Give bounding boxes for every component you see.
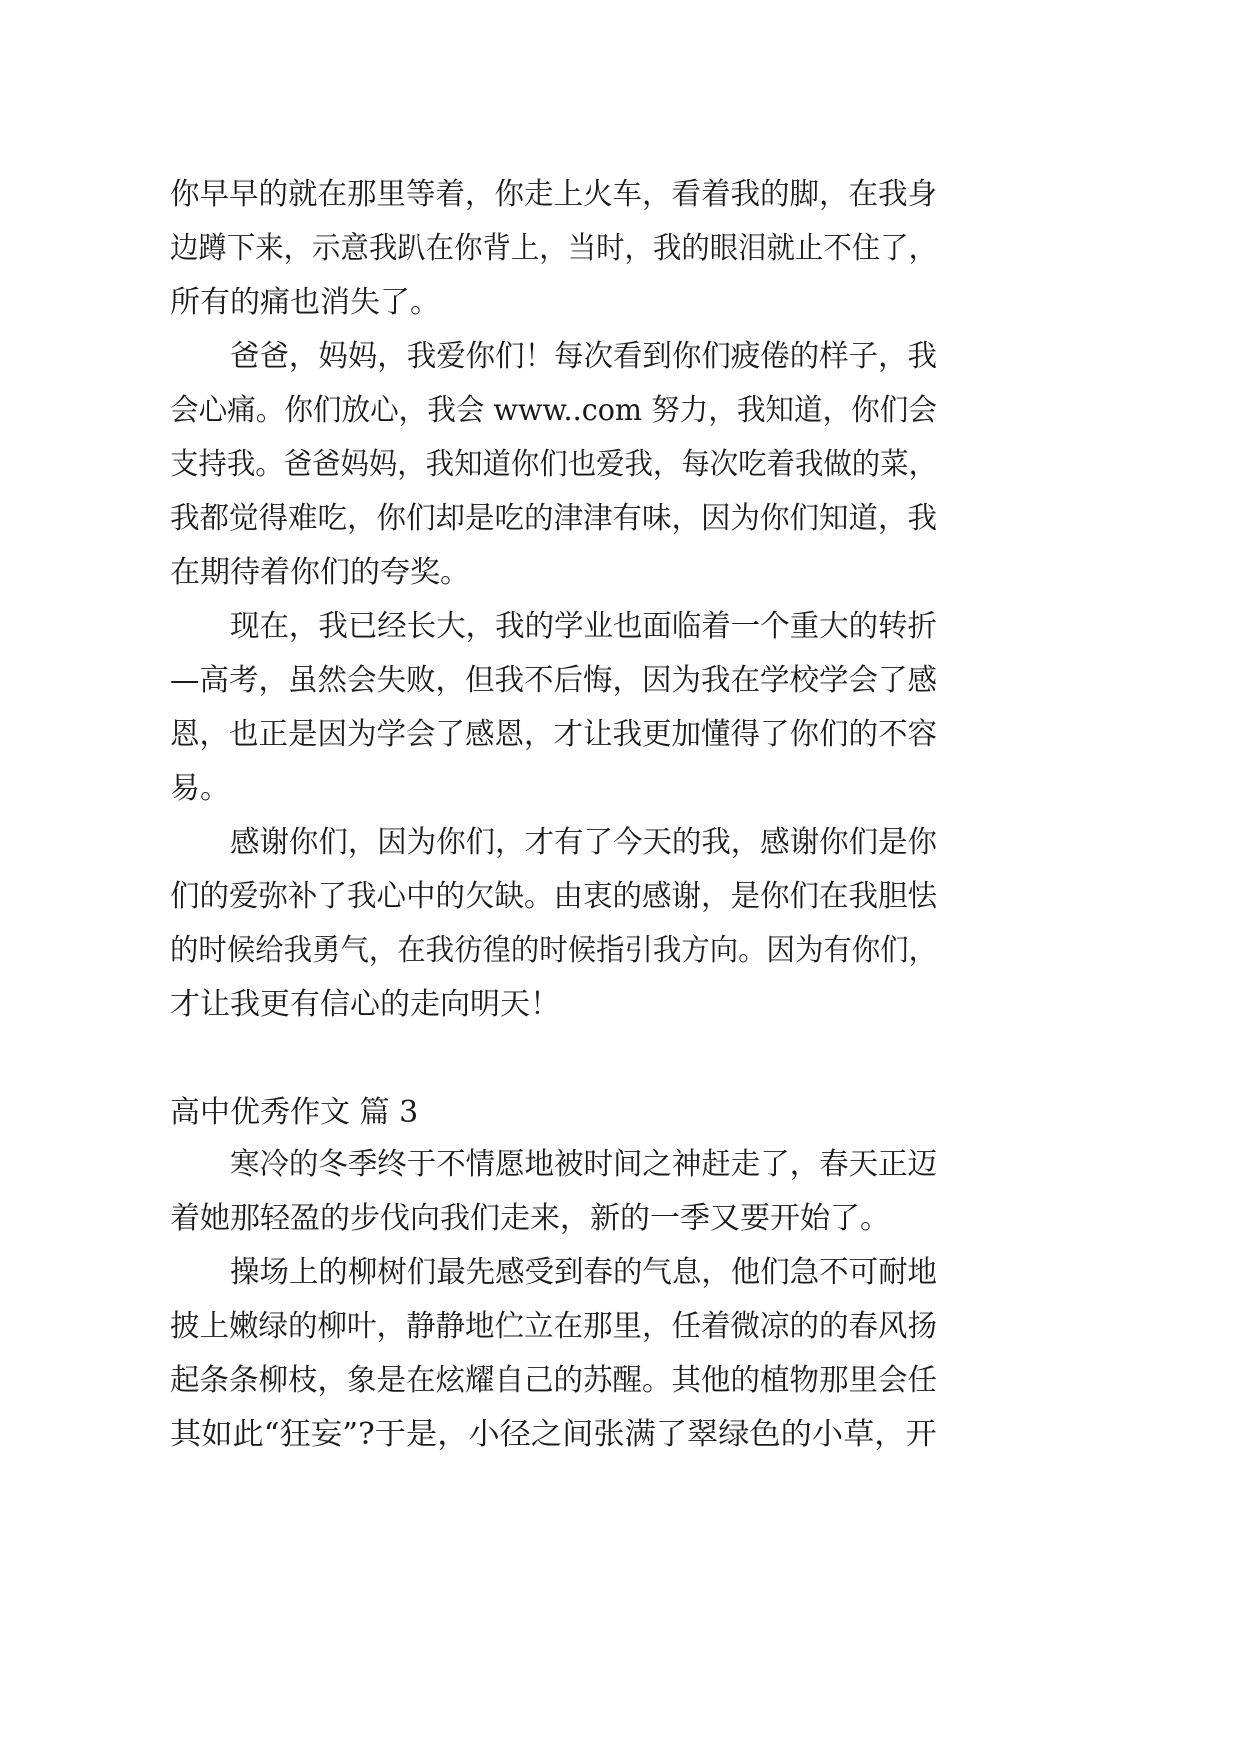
text-line: 恩，也正是因为学会了感恩，才让我更加懂得了你们的不容 — [170, 717, 937, 752]
text-line: 其如此“狂妄”?于是，小径之间张满了翠绿色的小草，开 — [170, 1417, 937, 1452]
text-line: 边蹲下来，示意我趴在你背上，当时，我的眼泪就止不住了， — [170, 231, 937, 266]
text-line: 支持我。爸爸妈妈，我知道你们也爱我，每次吃着我做的菜， — [170, 447, 937, 482]
text-line: 现在，我已经长大，我的学业也面临着一个重大的转折 — [230, 609, 937, 644]
text-line: 会心痛。你们放心，我会 www..com 努力，我知道，你们会 — [170, 393, 937, 428]
text-line: 所有的痛也消失了。 — [170, 285, 440, 320]
text-line: 们的爱弥补了我心中的欠缺。由衷的感谢，是你们在我胆怯 — [170, 879, 937, 914]
text-line: 披上嫩绿的柳叶，静静地伫立在那里，任着微凉的的春风扬 — [170, 1309, 937, 1344]
text-line: 在期待着你们的夸奖。 — [170, 555, 470, 590]
section-heading: 高中优秀作文 篇 3 — [170, 1095, 419, 1130]
text-line: 易。 — [170, 771, 230, 806]
text-line: 才让我更有信心的走向明天！ — [170, 987, 560, 1022]
text-line: 着她那轻盈的步伐向我们走来，新的一季又要开始了。 — [170, 1201, 890, 1236]
text-line: 的时候给我勇气，在我彷徨的时候指引我方向。因为有你们， — [170, 933, 937, 968]
text-line: 起条条柳枝，象是在炫耀自己的苏醒。其他的植物那里会任 — [170, 1363, 937, 1398]
text-line: 我都觉得难吃，你们却是吃的津津有味，因为你们知道，我 — [170, 501, 937, 536]
text-line: —高考，虽然会失败，但我不后悔，因为我在学校学会了感 — [170, 663, 937, 698]
text-line: 操场上的柳树们最先感受到春的气息，他们急不可耐地 — [230, 1255, 937, 1290]
text-line: 感谢你们，因为你们，才有了今天的我，感谢你们是你 — [230, 825, 937, 860]
text-line: 寒冷的冬季终于不情愿地被时间之神赶走了，春天正迈 — [230, 1147, 937, 1182]
text-line: 你早早的就在那里等着，你走上火车，看着我的脚，在我身 — [170, 177, 937, 212]
text-line: 爸爸，妈妈，我爱你们！每次看到你们疲倦的样子，我 — [230, 339, 937, 374]
